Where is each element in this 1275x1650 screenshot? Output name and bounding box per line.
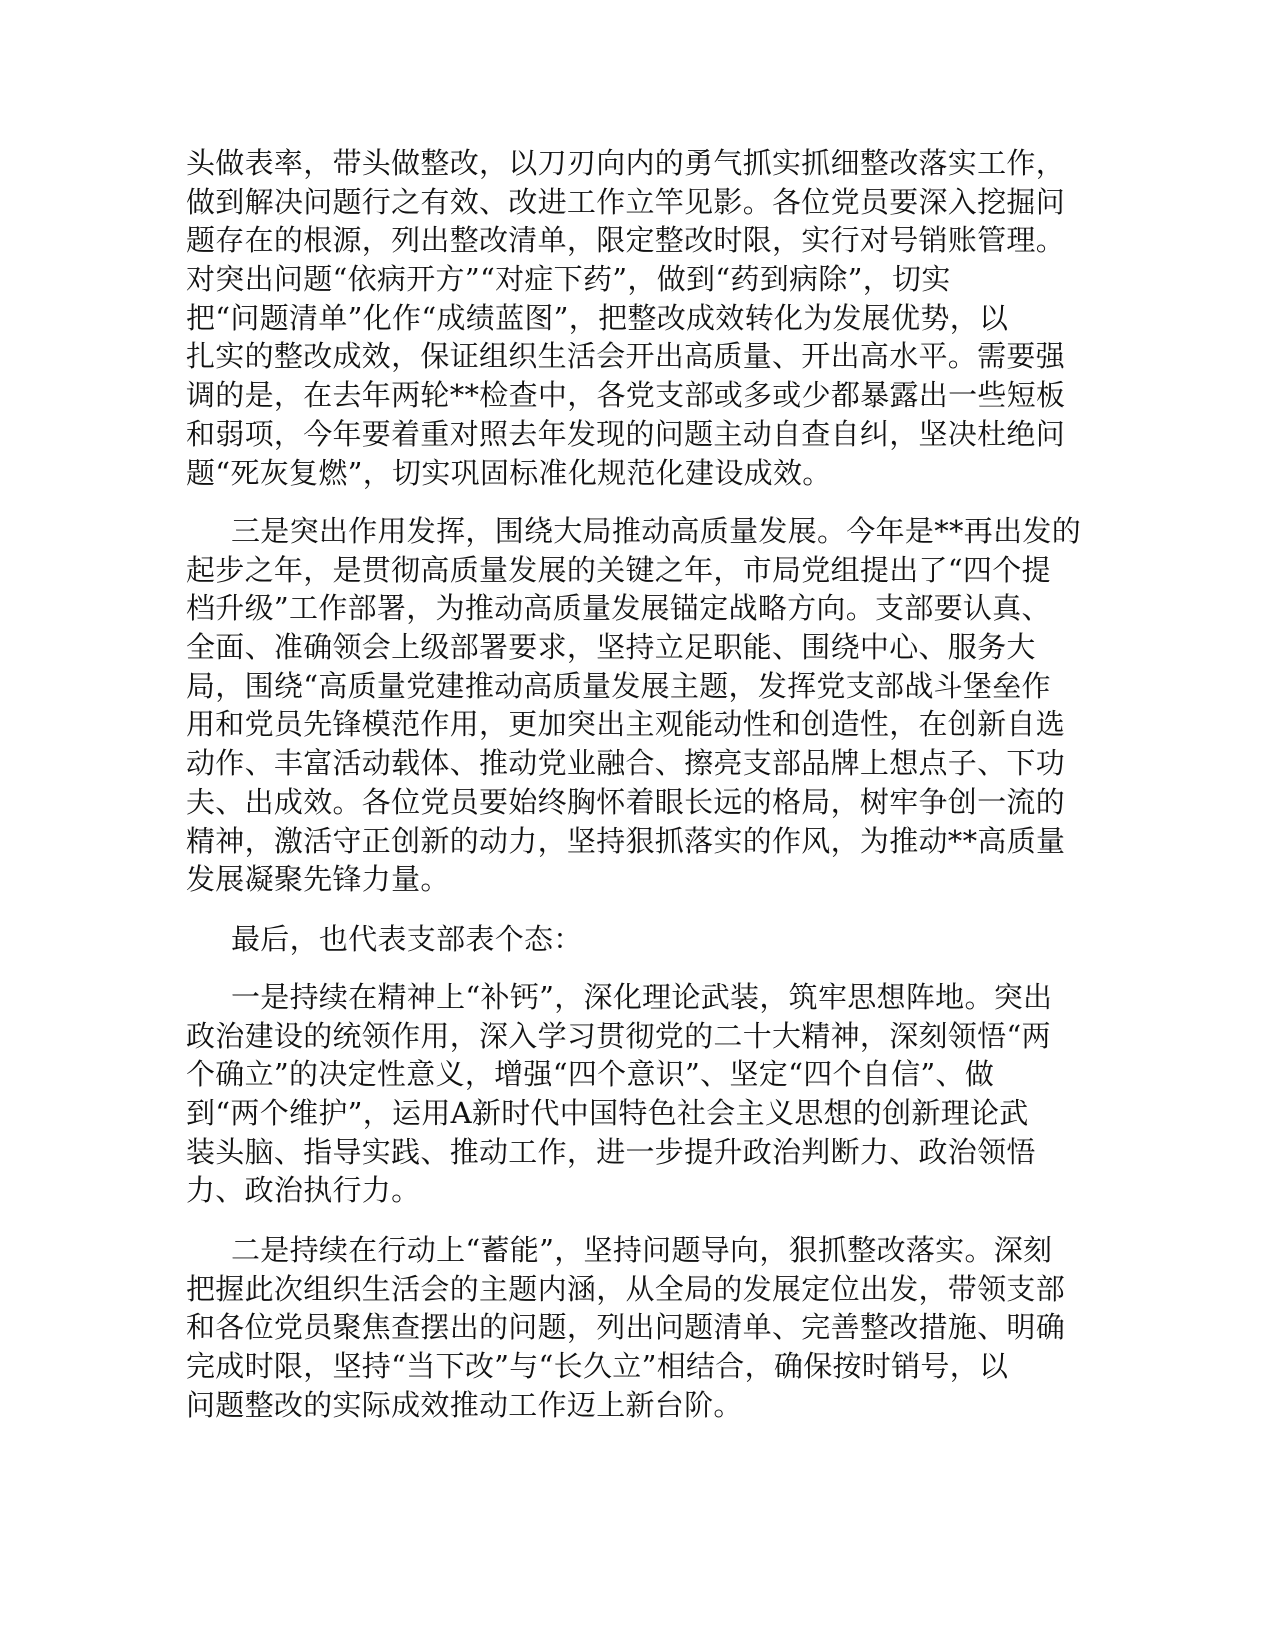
text-line: 和弱项，今年要着重对照去年发现的问题主动自查自纠，坚决杜绝问 — [186, 416, 1066, 451]
paragraph-closing-intro — [186, 920, 1086, 959]
text-line: 装头脑、指导实践、推动工作，进一步提升政治判断力、政治领悟 — [186, 1134, 1036, 1169]
text-line: 局，围绕“高质量党建推动高质量发展主题，发挥党支部战斗堡垒作 — [186, 668, 1051, 703]
text-line: 精神，激活守正创新的动力，坚持狠抓落实的作风，为推动**高质量 — [186, 823, 1066, 858]
text-line: 夫、出成效。各位党员要始终胸怀着眼长远的格局，树牢争创一流的 — [186, 784, 1066, 819]
text-line: 一是持续在精神上“补钙”，深化理论武装，筑牢思想阵地。突出 — [231, 980, 1053, 1014]
text-line: 做到解决问题行之有效、改进工作立竿见影。各位党员要深入挖掘问 — [186, 184, 1066, 219]
text-line: 到“两个维护”，运用A新时代中国特色社会主义思想的创新理论武 — [186, 1096, 1029, 1131]
paragraph-action — [186, 1231, 1086, 1424]
text-line: 二是持续在行动上“蓄能”，坚持问题导向，狠抓整改落实。深刻 — [231, 1233, 1053, 1267]
paragraph-rectification — [186, 144, 1086, 492]
text-line: 对突出问题“依病开方”“对症下药”，做到“药到病除”，切实 — [186, 262, 951, 297]
text-line: 发展凝聚先锋力量。 — [186, 862, 450, 897]
text-line: 问题整改的实际成效推动工作迈上新台阶。 — [186, 1387, 743, 1422]
paragraph-third-point — [186, 512, 1086, 899]
text-line: 最后，也代表支部表个态： — [231, 922, 583, 956]
text-line: 题存在的根源，列出整改清单，限定整改时限，实行对号销账管理。 — [186, 223, 1066, 258]
text-line: 调的是，在去年两轮**检查中，各党支部或多或少都暴露出一些短板 — [186, 378, 1066, 413]
text-line: 起步之年，是贯彻高质量发展的关键之年，市局党组提出了“四个提 — [186, 552, 1051, 587]
text-line: 扎实的整改成效，保证组织生活会开出高质量、开出高水平。需要强 — [186, 339, 1066, 374]
text-line: 三是突出作用发挥，围绕大局推动高质量发展。今年是**再出发的 — [231, 514, 1082, 548]
text-line: 把握此次组织生活会的主题内涵，从全局的发展定位出发，带领支部 — [186, 1271, 1066, 1306]
text-line: 个确立”的决定性意义，增强“四个意识”、坚定“四个自信”、做 — [186, 1057, 995, 1092]
text-line: 头做表率，带头做整改，以刀刃向内的勇气抓实抓细整改落实工作， — [186, 146, 1066, 180]
text-line: 全面、准确领会上级部署要求，坚持立足职能、围绕中心、服务大 — [186, 630, 1036, 665]
text-line: 档升级”工作部署，为推动高质量发展锚定战略方向。支部要认真、 — [186, 591, 1051, 626]
paragraph-spirit — [186, 978, 1086, 1210]
text-line: 力、政治执行力。 — [186, 1173, 421, 1208]
text-line: 用和党员先锋模范作用，更加突出主观能动性和创造性，在创新自选 — [186, 707, 1066, 742]
text-line: 和各位党员聚焦查摆出的问题，列出问题清单、完善整改措施、明确 — [186, 1310, 1066, 1345]
text-line: 政治建设的统领作用，深入学习贯彻党的二十大精神，深刻领悟“两 — [186, 1018, 1051, 1053]
text-line: 把“问题清单”化作“成绩蓝图”，把整改成效转化为发展优势，以 — [186, 300, 1009, 335]
text-line: 动作、丰富活动载体、推动党业融合、擦亮支部品牌上想点子、下功 — [186, 746, 1066, 781]
text-line: 题“死灰复燃”，切实巩固标准化规范化建设成效。 — [186, 455, 832, 490]
text-line: 完成时限，坚持“当下改”与“长久立”相结合，确保按时销号，以 — [186, 1349, 1009, 1384]
